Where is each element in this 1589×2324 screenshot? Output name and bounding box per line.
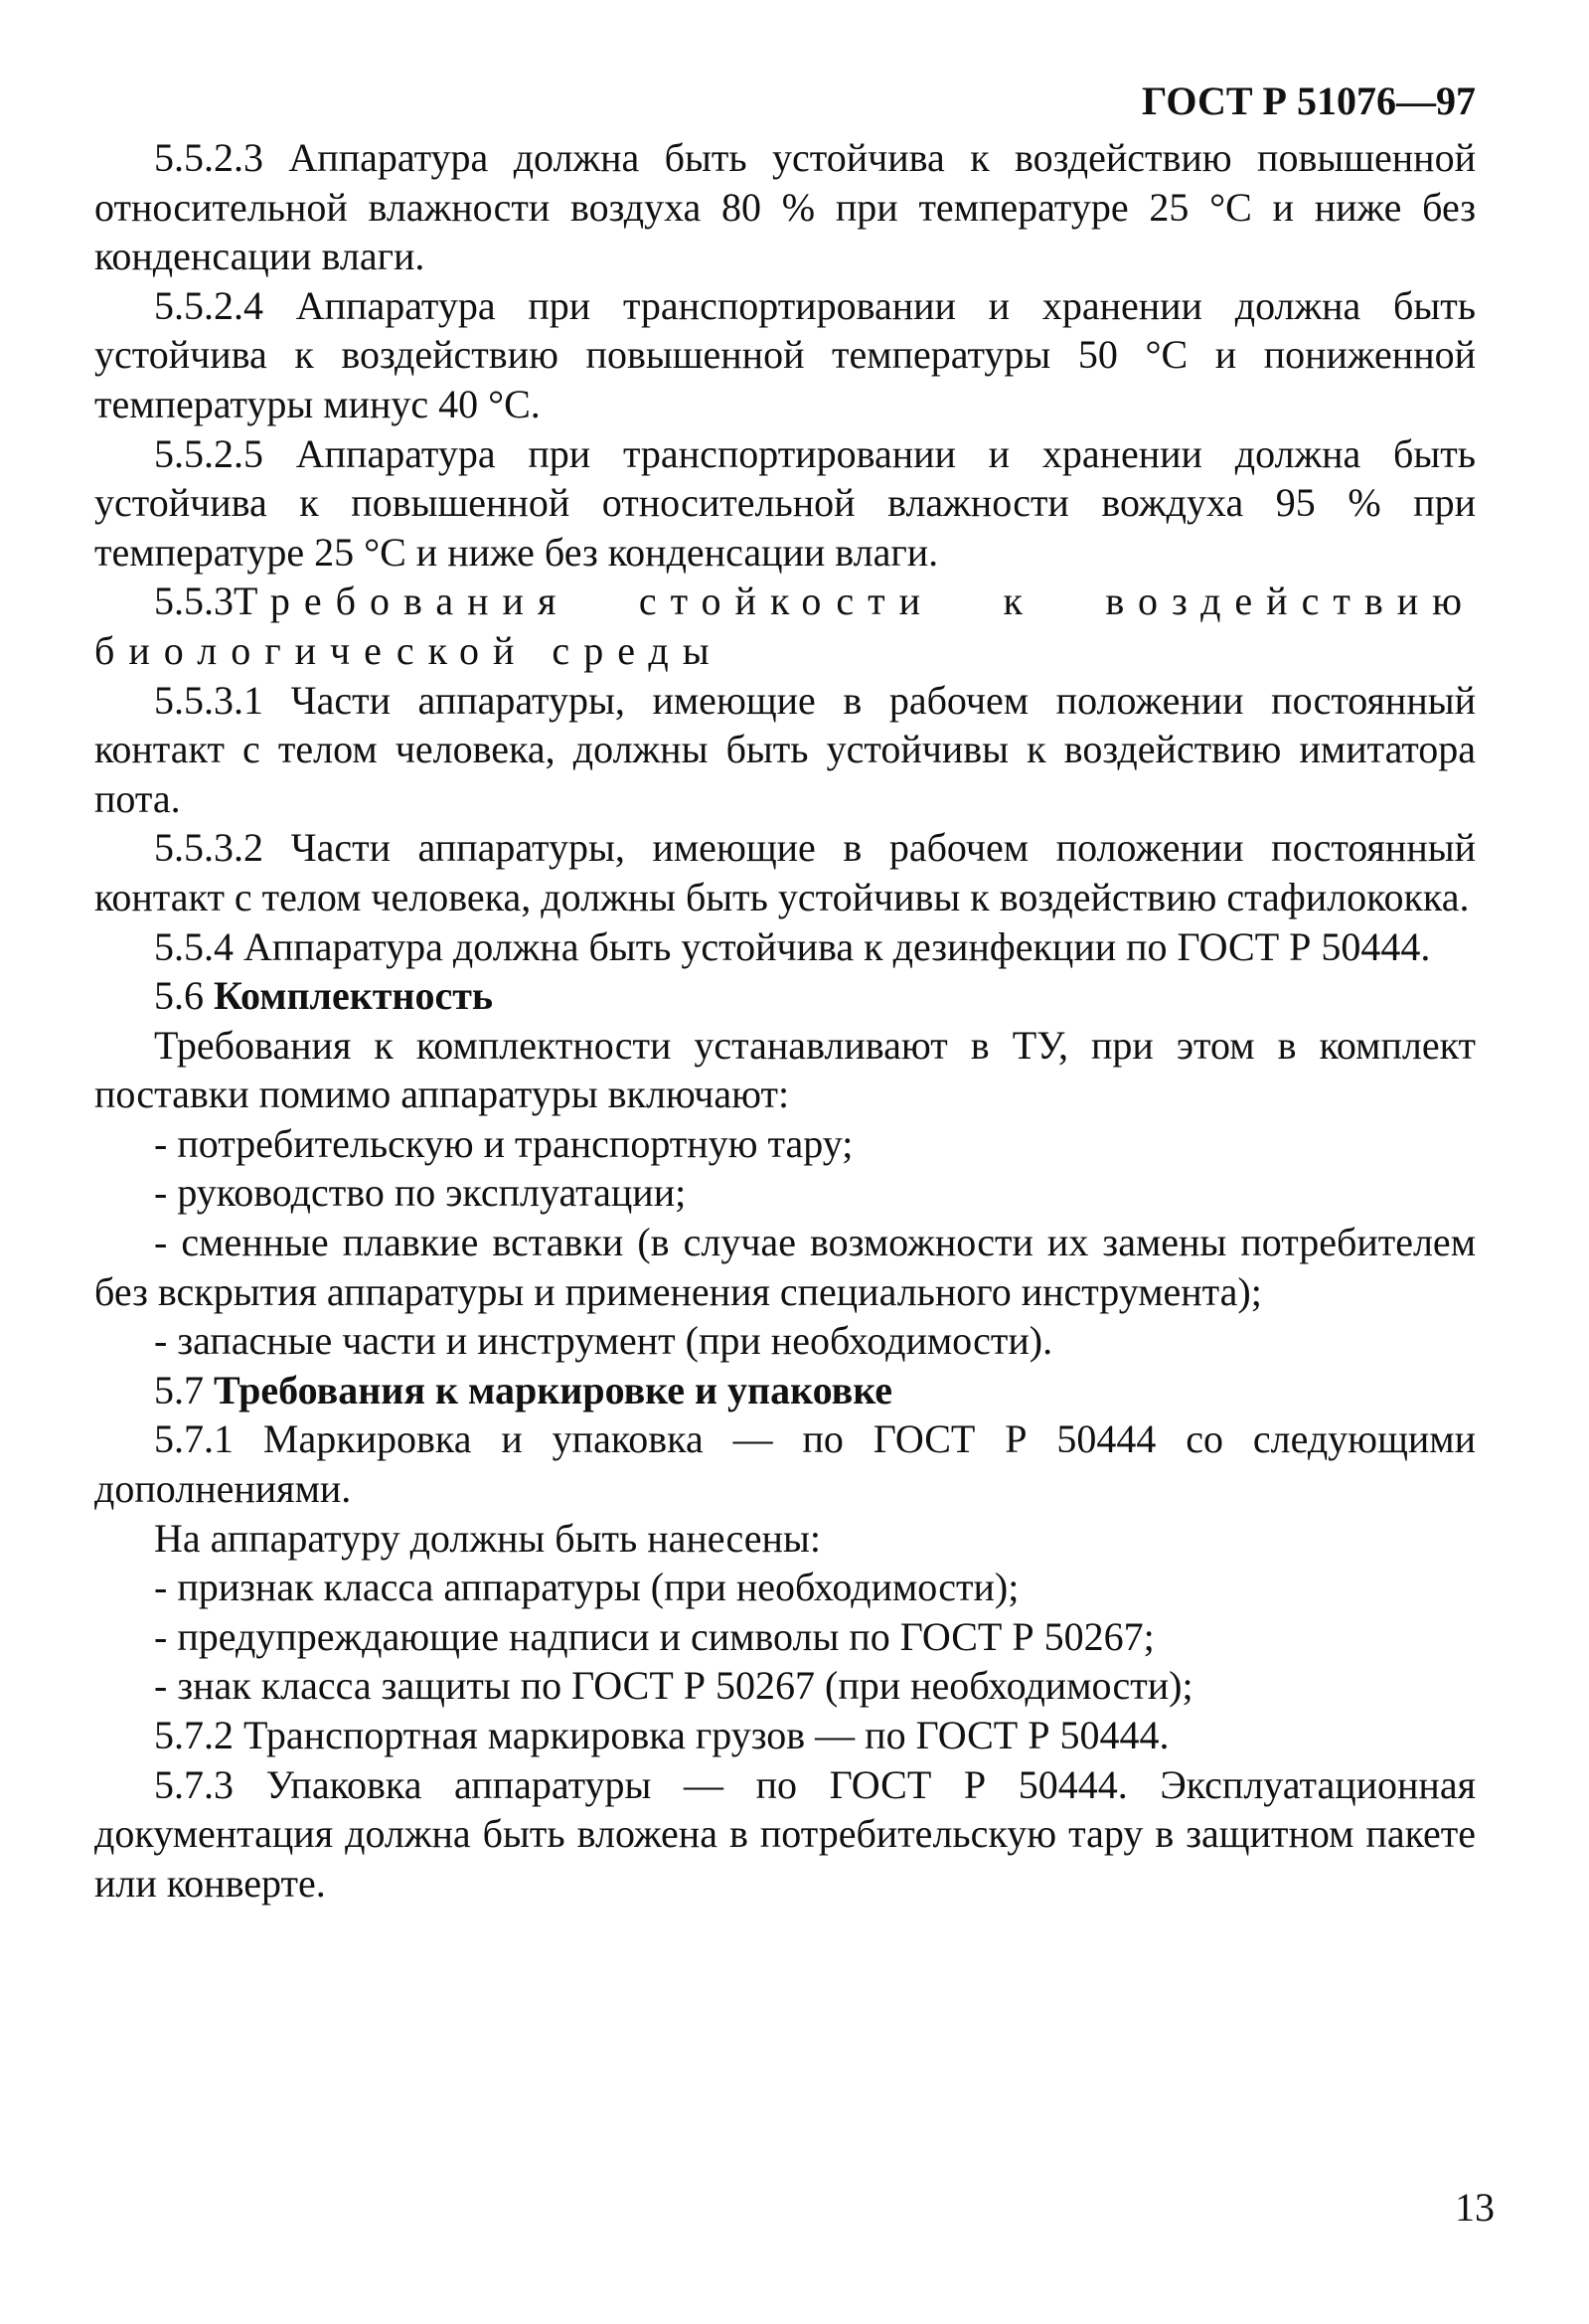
section-number: 5.6 [154, 973, 204, 1019]
paragraph-5-7-1: 5.7.1 Маркировка и упаковка — по ГОСТ Р 50444 со следующими дополнениями. [94, 1416, 1476, 1512]
list-item: - знак класса защиты по ГОСТ Р 50267 (при необходимости); [154, 1663, 1193, 1709]
paragraph-5-5-4: 5.5.4 Аппаратура должна быть устойчива к дезинфекции по ГОСТ Р 50444. [154, 923, 1431, 969]
paragraph-5-5-3-2: 5.5.3.2 Части аппаратуры, имеющие в рабочем положении постоянный контакт с телом человека, должны быть устойчивы к воздействию стафилококка. [94, 825, 1476, 919]
section-title-spaced: Требования стойкости к воздействию биологической среды [94, 579, 1476, 673]
section-number: 5.5.3 [154, 579, 234, 624]
paragraph-5-7-3: 5.7.3 Упаковка аппаратуры — по ГОСТ Р 50444. Эксплуатационная документация должна быть вложена в потребительскую тару в защитном пакете или конверте. [94, 1761, 1476, 1906]
list-item: - запасные части и инструмент (при необходимости). [154, 1318, 1053, 1364]
paragraph-5-5-3-1: 5.5.3.1 Части аппаратуры, имеющие в рабочем положении постоянный контакт с телом человека, должны быть устойчивы к воздействию имитатора пота. [94, 677, 1476, 821]
paragraph-5-5-2-4: 5.5.2.4 Аппаратура при транспортировании и хранении должна быть устойчива к воздействию повышенной температуры 50 °С и пониженной температуры минус 40 °С. [94, 282, 1476, 426]
section-title: Комплектность [214, 973, 494, 1019]
list-item: - сменные плавкие вставки (в случае возможности их замены потребителем без вскрытия аппаратуры и применения специального инструмента); [94, 1220, 1476, 1314]
section-heading-5-6 [94, 971, 1476, 1021]
paragraph-marking-intro: На аппаратуру должны быть нанесены: [154, 1515, 821, 1561]
section-number: 5.7 [154, 1367, 204, 1412]
paragraph-5-5-2-5: 5.5.2.5 Аппаратура при транспортировании и хранении должна быть устойчива к повышенной относительной влажности вождуха 95 % при температуре 25 °С и ниже без конденсации влаги. [94, 430, 1476, 575]
document-page [94, 76, 1476, 1908]
document-header: ГОСТ Р 51076—97 [1141, 79, 1476, 123]
page-number: 13 [1455, 2185, 1495, 2230]
paragraph-5-7-2: 5.7.2 Транспортная маркировка грузов — по ГОСТ Р 50444. [154, 1713, 1170, 1757]
section-heading-5-5-3 [94, 577, 1476, 675]
section-title: Требования к маркировке и упаковке [214, 1367, 893, 1412]
list-item: - предупреждающие надписи и символы по ГОСТ Р 50267; [154, 1613, 1155, 1659]
section-heading-5-7 [94, 1366, 1476, 1415]
paragraph-completeness-intro: Требования к комплектности устанавливают в ТУ, при этом в комплект поставки помимо аппаратуры включают: [94, 1022, 1476, 1117]
paragraph-5-5-2-3: 5.5.2.3 Аппаратура должна быть устойчива к воздействию повышенной относительной влажности воздуха 80 % при температуре 25 °С и ниже без конденсации влаги. [94, 135, 1476, 279]
list-item: - признак класса аппаратуры (при необходимости); [154, 1565, 1020, 1610]
list-item: - руководство по эксплуатации; [154, 1170, 687, 1216]
list-item: - потребительскую и транспортную тару; [154, 1120, 854, 1166]
